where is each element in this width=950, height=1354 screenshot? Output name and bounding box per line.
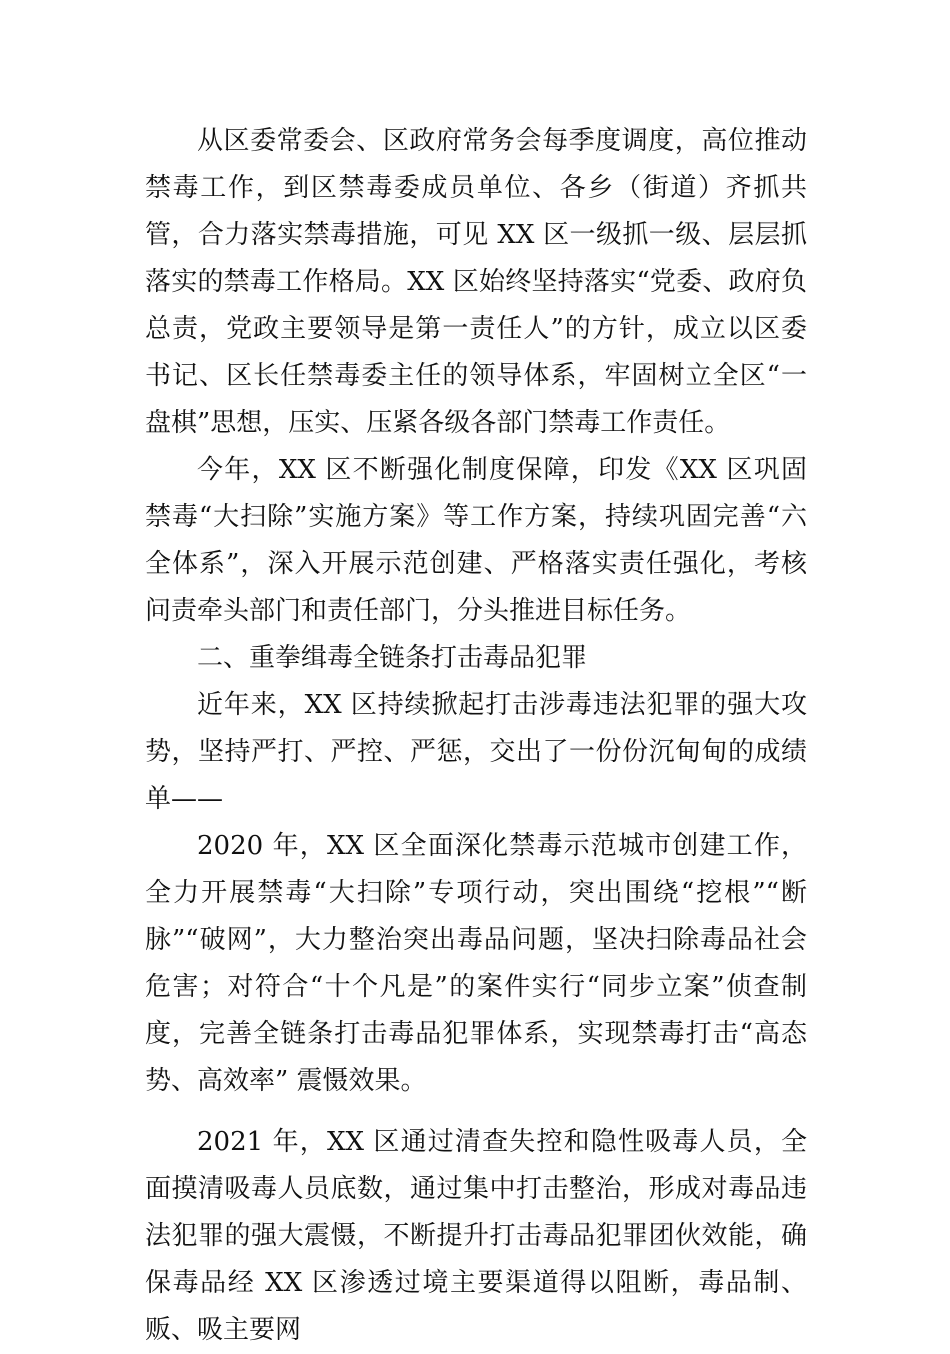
section-heading: 二、重拳缉毒全链条打击毒品犯罪 [197,643,588,673]
paragraph-crackdown-intro: 近年来，XX 区持续掀起打击涉毒违法犯罪的强大攻势，坚持严打、严控、严惩，交出了一份份沉甸甸的成绩单—— [145,690,807,814]
paragraph-institutional-guarantee: 今年，XX 区不断强化制度保障，印发《XX 区巩固禁毒“大扫除”实施方案》等工作方案，持续巩固完善“六全体系”，深入开展示范创建、严格落实责任强化，考核问责牵头部门和责任部门，分头推进目标任务。 [145,455,807,626]
paragraph-2020: 2020 年，XX 区全面深化禁毒示范城市创建工作，全力开展禁毒“大扫除”专项行动，突出围绕“挖根”“断脉”“破网”，大力整治突出毒品问题，坚决扫除毒品社会危害；对符合“十个凡是”的案件实行“同步立案”侦查制度，完善全链条打击毒品犯罪体系，实现禁毒打击“高态势、高效率” 震慑效果。 [145,831,807,1096]
paragraph-leadership: 从区委常委会、区政府常务会每季度调度，高位推动禁毒工作，到区禁毒委成员单位、各乡（街道）齐抓共管，合力落实禁毒措施，可见 XX 区一级抓一级、层层抓落实的禁毒工作格局。XX 区始终坚持落实“党委、政府负总责，党政主要领导是第一责任人”的方针，成立以区委书记、区长任禁毒委主任的领导体系，牢固树立全区“一盘棋”思想，压实、压紧各级各部门禁毒工作责任。 [145,126,807,438]
document-page [145,118,807,1354]
paragraph-2021: 2021 年，XX 区通过清查失控和隐性吸毒人员，全面摸清吸毒人员底数，通过集中打击整治，形成对毒品违法犯罪的强大震慑，不断提升打击毒品犯罪团伙效能，确保毒品经 XX 区渗透过境主要渠道得以阻断，毒品制、贩、吸主要网 [145,1127,807,1345]
